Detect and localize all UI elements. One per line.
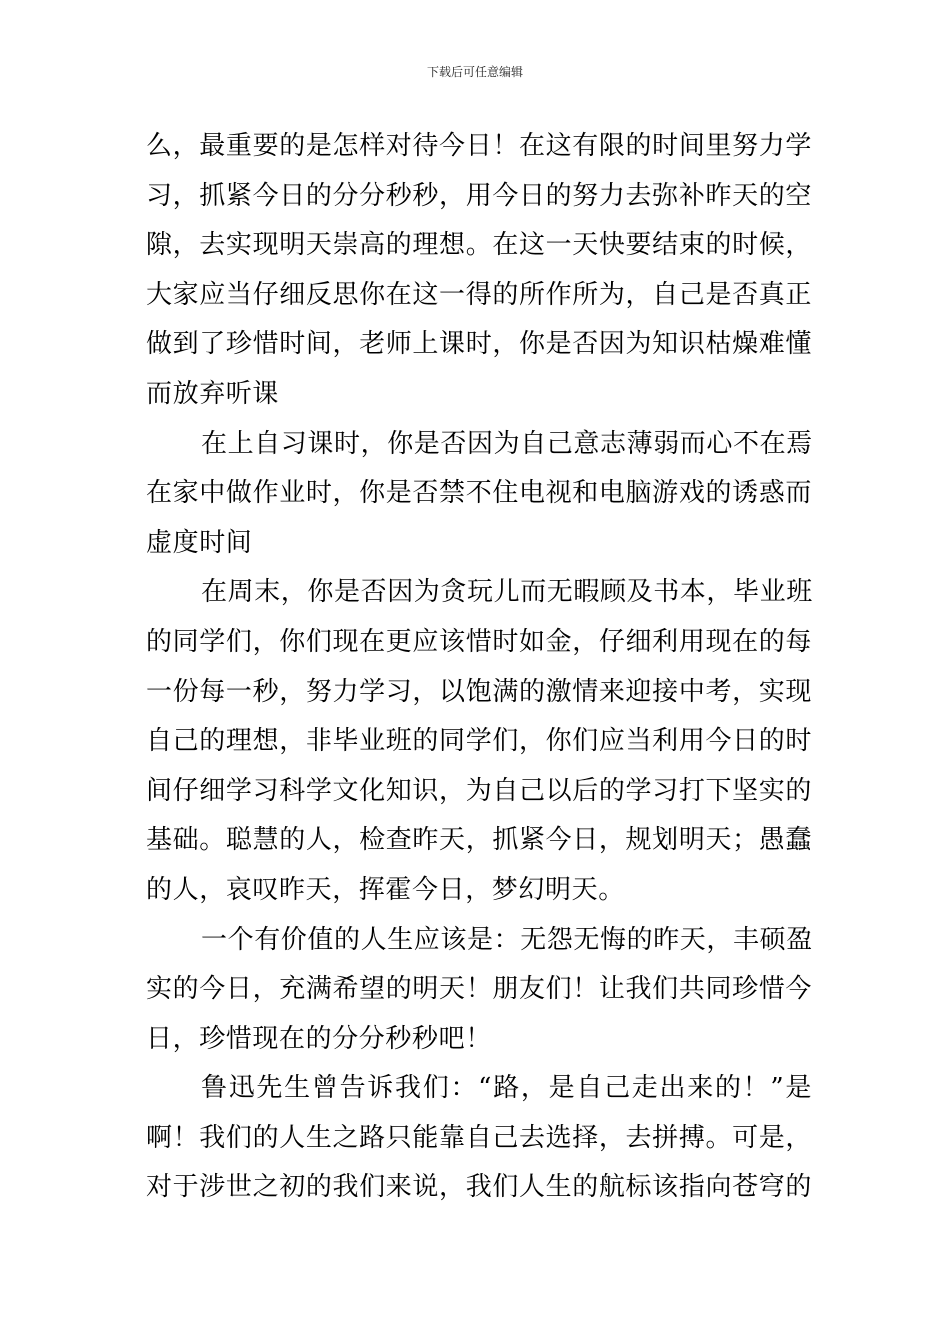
text-line: 做到了珍惜时间，老师上课时，你是否因为知识枯燥难懂 <box>146 329 812 360</box>
text-line: 一份每一秒，努力学习，以饱满的激情来迎接中考，实现 <box>146 676 812 707</box>
text-line: 间仔细学习科学文化知识，为自己以后的学习打下坚实的 <box>146 775 812 806</box>
text-line: 鲁迅先生曾告诉我们：“路，是自己走出来的！”是 <box>201 1073 812 1104</box>
text-line: 而放弃听课 <box>146 378 280 409</box>
text-line: 实的今日，充满希望的明天！朋友们！让我们共同珍惜今 <box>146 974 812 1005</box>
page-header: 下载后可任意编辑 <box>426 65 523 79</box>
text-line: 啊！我们的人生之路只能靠自己去选择，去拼搏。可是， <box>146 1122 812 1153</box>
text-line: 基础。聪慧的人，检查昨天，抓紧今日，规划明天；愚蠢 <box>146 825 812 856</box>
text-line: 在上自习课时，你是否因为自己意志薄弱而心不在焉 <box>201 428 813 459</box>
document-body <box>146 122 812 1213</box>
text-line: 自己的理想，非毕业班的同学们，你们应当利用今日的时 <box>146 726 812 757</box>
text-line: 对于涉世之初的我们来说，我们人生的航标该指向苍穹的 <box>146 1172 812 1203</box>
text-line: 在周末，你是否因为贪玩儿而无暇顾及书本，毕业班 <box>201 577 813 608</box>
text-line: 隙，去实现明天崇高的理想。在这一天快要结束的时候， <box>146 230 812 261</box>
text-line: 在家中做作业时，你是否禁不住电视和电脑游戏的诱惑而 <box>146 478 812 509</box>
text-line: 虚度时间 <box>146 527 253 558</box>
text-line: 习，抓紧今日的分分秒秒，用今日的努力去弥补昨天的空 <box>146 180 812 211</box>
text-line: 日，珍惜现在的分分秒秒吧！ <box>146 1023 492 1054</box>
text-line: 一个有价值的人生应该是：无怨无悔的昨天，丰硕盈 <box>201 924 813 955</box>
text-line: 大家应当仔细反思你在这一得的所作所为，自己是否真正 <box>146 279 812 310</box>
text-line: 的人，哀叹昨天，挥霍今日，梦幻明天。 <box>146 874 625 905</box>
text-line: 的同学们，你们现在更应该惜时如金，仔细利用现在的每 <box>146 626 812 657</box>
text-line: 么，最重要的是怎样对待今日！在这有限的时间里努力学 <box>146 131 812 161</box>
